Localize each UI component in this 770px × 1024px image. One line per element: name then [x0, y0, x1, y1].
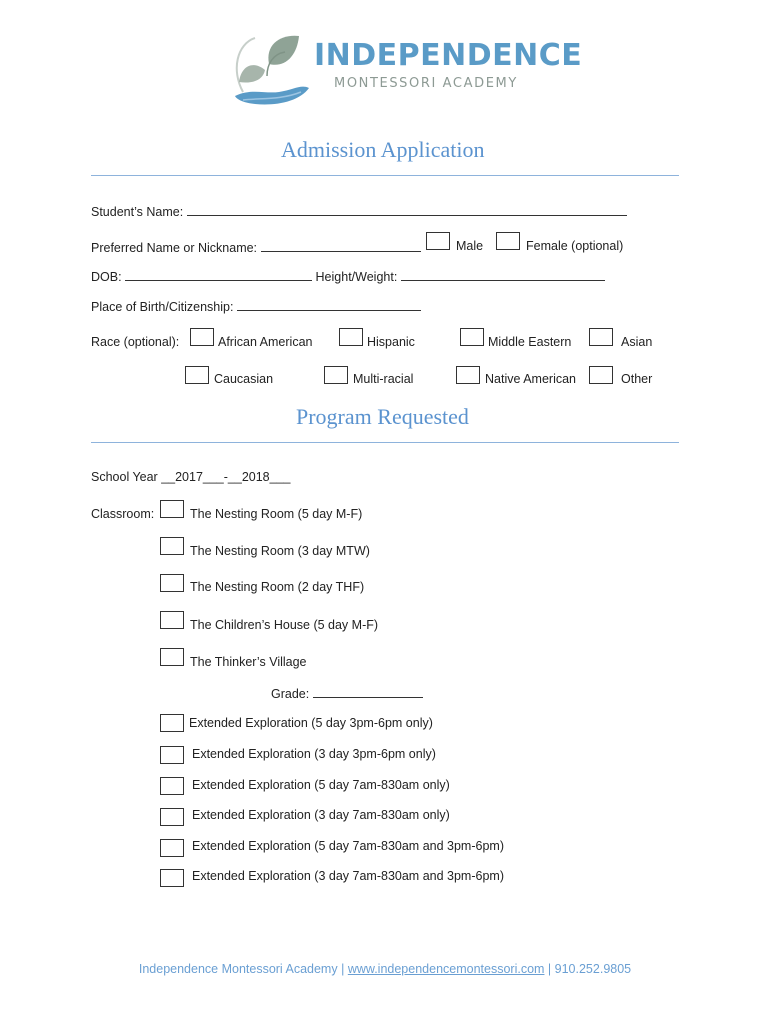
race-african-american-label: African American — [218, 335, 313, 349]
classroom-checkbox-1[interactable] — [160, 500, 184, 518]
height-weight-field[interactable] — [401, 268, 605, 281]
classroom-checkbox-2[interactable] — [160, 537, 184, 555]
extended-checkbox-2[interactable] — [160, 746, 184, 764]
classroom-option-3: The Nesting Room (2 day THF) — [190, 580, 365, 594]
extended-checkbox-1[interactable] — [160, 714, 184, 732]
race-hispanic-checkbox[interactable] — [339, 328, 363, 346]
footer-website-link[interactable]: www.independencemontessori.com — [347, 962, 545, 976]
classroom-checkbox-3[interactable] — [160, 574, 184, 592]
race-multi-racial-checkbox[interactable] — [324, 366, 348, 384]
footer-org: Independence Montessori Academy — [138, 962, 338, 976]
race-middle-eastern-label: Middle Eastern — [488, 335, 572, 349]
birthplace-field[interactable] — [237, 298, 421, 311]
race-other-label: Other — [621, 372, 653, 386]
extended-option-6: Extended Exploration (3 day 7am-830am and 3pm-6pm) — [192, 869, 504, 883]
nickname-label: Preferred Name or Nickname: — [91, 241, 258, 255]
logo-line1: INDEPENDENCE — [314, 38, 583, 73]
grade-label: Grade: — [271, 687, 310, 701]
race-middle-eastern-checkbox[interactable] — [460, 328, 484, 346]
classroom-option-1: The Nesting Room (5 day M-F) — [190, 507, 363, 521]
extended-option-4: Extended Exploration (3 day 7am-830am only) — [192, 808, 450, 822]
race-caucasian-checkbox[interactable] — [185, 366, 209, 384]
grade-row — [271, 685, 423, 702]
student-name-row — [91, 203, 627, 220]
extended-option-2: Extended Exploration (3 day 3pm-6pm only) — [192, 747, 436, 761]
male-checkbox[interactable] — [426, 232, 450, 250]
male-label: Male — [456, 239, 484, 253]
classroom-checkbox-4[interactable] — [160, 611, 184, 629]
female-label: Female (optional) — [526, 239, 624, 253]
dob-row — [91, 268, 605, 285]
logo-line2: MONTESSORI ACADEMY — [334, 76, 518, 91]
race-native-american-checkbox[interactable] — [456, 366, 480, 384]
race-native-american-label: Native American — [485, 372, 577, 386]
nickname-row — [91, 239, 421, 256]
race-asian-checkbox[interactable] — [589, 328, 613, 346]
female-checkbox[interactable] — [496, 232, 520, 250]
birthplace-label: Place of Birth/Citizenship: — [91, 300, 234, 314]
extended-checkbox-3[interactable] — [160, 777, 184, 795]
nickname-field[interactable] — [261, 239, 421, 252]
footer-separator: | — [337, 962, 348, 976]
race-label: Race (optional): — [91, 335, 180, 349]
classroom-checkbox-5[interactable] — [160, 648, 184, 666]
birthplace-row — [91, 298, 421, 315]
classroom-option-2: The Nesting Room (3 day MTW) — [190, 544, 370, 558]
height-weight-label: Height/Weight: — [315, 270, 398, 284]
dob-field[interactable] — [125, 268, 312, 281]
classroom-label: Classroom: — [91, 507, 155, 521]
footer-phone: 910.252.9805 — [554, 962, 632, 976]
grade-field[interactable] — [313, 685, 423, 698]
race-other-checkbox[interactable] — [589, 366, 613, 384]
classroom-option-4: The Children’s House (5 day M-F) — [190, 618, 379, 632]
race-asian-label: Asian — [621, 335, 653, 349]
extended-checkbox-5[interactable] — [160, 839, 184, 857]
classroom-option-5: The Thinker’s Village — [190, 655, 307, 669]
title-divider — [91, 175, 679, 176]
school-year: School Year __2017___-__2018___ — [91, 470, 291, 484]
extended-checkbox-4[interactable] — [160, 808, 184, 826]
race-hispanic-label: Hispanic — [367, 335, 415, 349]
footer — [0, 962, 770, 976]
race-multi-racial-label: Multi-racial — [353, 372, 414, 386]
footer-separator: | — [544, 962, 555, 976]
race-african-american-checkbox[interactable] — [190, 328, 214, 346]
extended-option-1: Extended Exploration (5 day 3pm-6pm only) — [189, 716, 433, 730]
dob-label: DOB: — [91, 270, 122, 284]
program-heading: Program Requested — [296, 404, 469, 429]
page-title: Admission Application — [281, 137, 485, 162]
leaf-logo-icon — [225, 30, 317, 110]
race-caucasian-label: Caucasian — [214, 372, 274, 386]
program-divider — [91, 442, 679, 443]
extended-checkbox-6[interactable] — [160, 869, 184, 887]
student-name-field[interactable] — [187, 203, 627, 216]
student-name-label: Student’s Name: — [91, 205, 184, 219]
extended-option-3: Extended Exploration (5 day 7am-830am only) — [192, 778, 450, 792]
extended-option-5: Extended Exploration (5 day 7am-830am and 3pm-6pm) — [192, 839, 504, 853]
